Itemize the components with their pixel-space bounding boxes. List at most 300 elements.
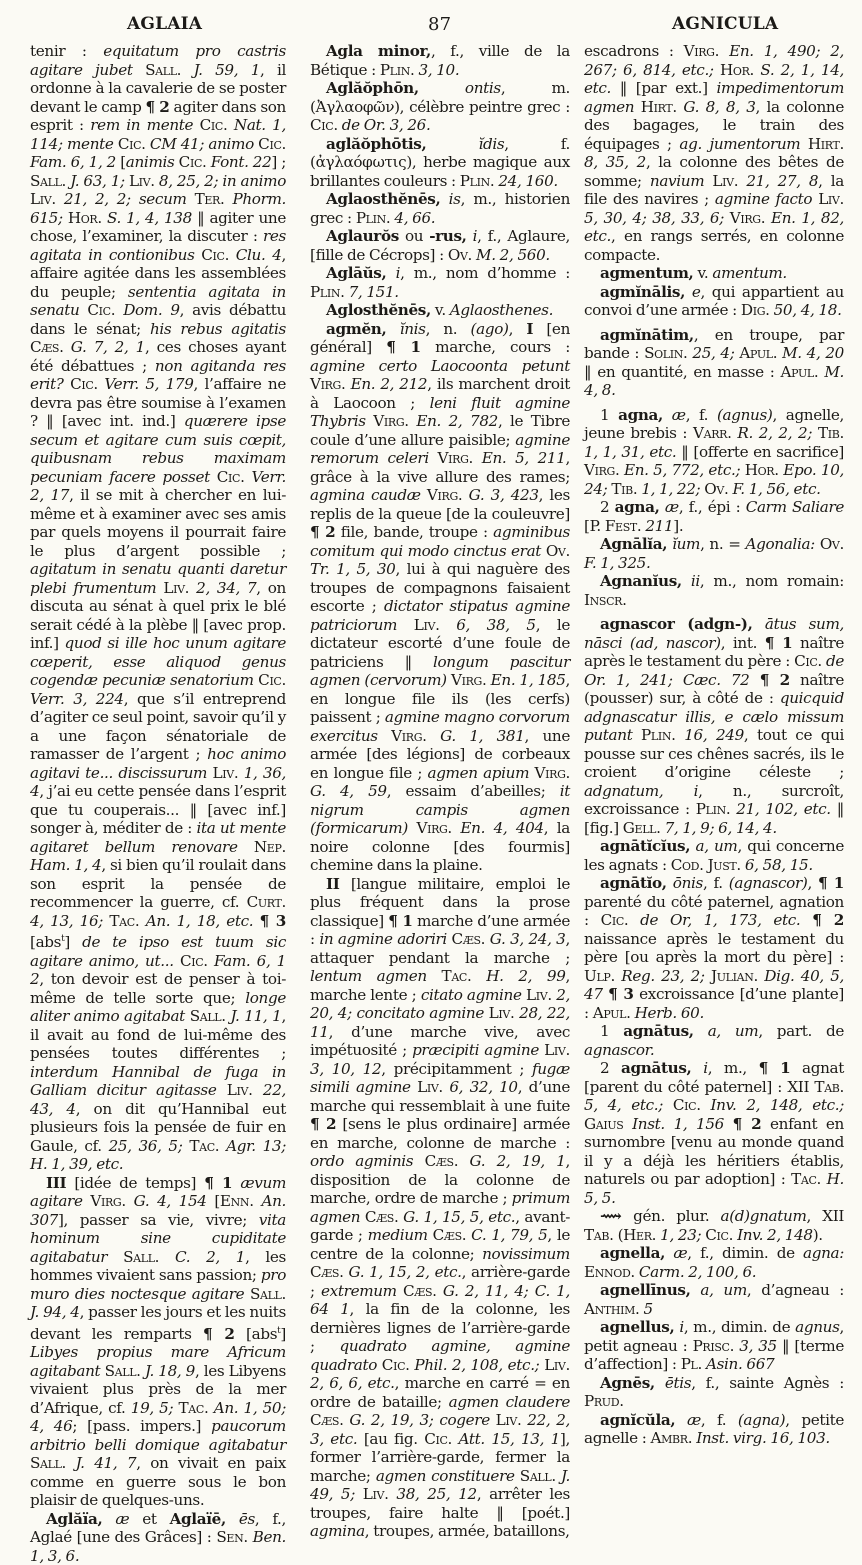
author-abbrev: Sall.	[514, 1466, 561, 1485]
latin-citation: a, um	[700, 1281, 747, 1299]
definition-text: , petite agnelle :	[584, 1410, 844, 1447]
author-abbrev: Liv.	[124, 171, 159, 190]
latin-citation: quicquid adgnascatur illis, e cælo missum putant	[584, 689, 844, 744]
latin-citation: Fam. 6, 1, 2	[30, 153, 116, 171]
headword-or-section: ¶ 2	[812, 911, 844, 929]
definition-text	[691, 1281, 701, 1299]
latin-citation: CM 41; animo	[149, 134, 254, 153]
latin-citation: G. 3, 423	[468, 486, 539, 504]
definition-text: 2	[600, 498, 615, 516]
latin-citation: it nigrum campis agmen (formicarum)	[310, 782, 571, 837]
definition-text: excroissance [d’une plante] :	[584, 985, 844, 1022]
author-abbrev: Nep.	[237, 837, 286, 856]
headword-or-section: Aglăïa,	[46, 1509, 103, 1528]
definition-text: ou	[398, 227, 430, 245]
latin-citation: citato agmine	[420, 985, 522, 1004]
latin-citation: agmine facto	[714, 190, 813, 208]
definition-text: ‖ [offerte en sacrifice]	[676, 442, 844, 461]
latin-citation: æ	[673, 1244, 688, 1262]
definition-text: ] ;	[271, 153, 286, 171]
latin-citation: 25, 4;	[692, 344, 735, 362]
definition-text: , l’affaire ne devra pas être soumise à l’examen ? ‖ [avec int. ind.]	[30, 375, 286, 430]
definition-text: , lui à qui naguère des troupes de compagnons faisaient escorte ;	[310, 560, 570, 615]
headword-or-section: ¶ 2	[732, 1114, 762, 1133]
latin-citation: ontis	[464, 79, 501, 97]
headword-or-section: ¶ 1	[758, 1059, 791, 1077]
author-abbrev: Virg.	[724, 208, 771, 227]
latin-citation: de te ipso est tuum sic agitare animo, ut...	[30, 933, 286, 970]
author-abbrev: Anthim.	[584, 1299, 644, 1318]
definition-text: [idée de temps]	[66, 1173, 205, 1192]
definition-text: (	[617, 1225, 624, 1244]
latin-citation: Dom. 9	[123, 301, 180, 319]
latin-citation: ātus sum, nāsci (ad, nascor)	[584, 615, 844, 652]
dictionary-entry	[310, 264, 570, 301]
latin-citation: G. 1, 15, 5, etc.	[403, 1207, 516, 1226]
dictionary-entry	[310, 875, 570, 1541]
definition-text: [langue militaire, emploi le plus fréquent dans la prose classique]	[310, 874, 570, 930]
latin-citation: i	[472, 227, 478, 245]
latin-citation: An. 1, 50; 4, 46	[30, 1398, 286, 1436]
author-abbrev: Ter.	[186, 190, 233, 208]
definition-text: , f.	[685, 405, 717, 424]
author-abbrev: Plin.	[695, 800, 737, 818]
latin-citation: 7, 151.	[348, 282, 399, 301]
author-abbrev: Cic.	[253, 671, 286, 689]
latin-citation: i	[395, 264, 401, 282]
definition-text: , ces choses ayant été débattues ;	[30, 338, 286, 375]
definition-text: [en général]	[310, 319, 571, 356]
column-middle	[310, 42, 570, 1541]
definition-text: marche d’une armée :	[310, 911, 570, 948]
definition-text: , m., dimin. de	[683, 1318, 796, 1336]
latin-citation: J. 49, 5;	[310, 1466, 570, 1503]
definition-text	[724, 1115, 733, 1133]
latin-citation: ĭum	[672, 535, 701, 553]
latin-citation: (agnascor)	[728, 874, 808, 892]
latin-citation: navium	[649, 171, 705, 190]
author-abbrev: Sen.	[216, 1528, 253, 1547]
latin-citation: 16, 249	[684, 726, 744, 744]
author-abbrev: Sall.	[184, 1007, 231, 1026]
author-abbrev: Liv.	[539, 1355, 570, 1374]
latin-citation: extremum	[321, 1281, 397, 1300]
definition-text: , en rangs serrés, en colonne compacte.	[584, 227, 844, 264]
latin-citation: fugæ simili agmine	[310, 1059, 570, 1096]
author-abbrev: Virg.	[420, 486, 469, 504]
latin-citation: Nat. 1, 114; mente	[30, 116, 286, 153]
definition-text: , tout ce qui pousse sur ces chênes sacrés, ils le croient d’origine céleste ;	[584, 726, 845, 781]
latin-citation: 1, 1, 22;	[641, 479, 701, 498]
latin-citation: 24, 160.	[498, 171, 558, 190]
latin-citation: En. 5, 772, etc.;	[624, 461, 741, 479]
definition-text	[386, 264, 395, 282]
latin-citation: J. 18, 9	[144, 1361, 195, 1380]
latin-citation: res agitata in contionibus	[30, 227, 286, 264]
definition-text: ], passer sa vie, vivre;	[57, 1210, 259, 1229]
author-abbrev: Liv.	[489, 1411, 528, 1429]
author-abbrev: Cic.	[63, 375, 105, 393]
definition-text: , grâce à la vive allure des rames;	[310, 449, 570, 486]
latin-citation: 38, 25, 12	[396, 1485, 477, 1503]
author-abbrev: Cæs.	[310, 1263, 349, 1281]
latin-citation: agmine remorum celeri	[310, 430, 570, 467]
dictionary-entry	[584, 283, 844, 320]
definition-text: , la colonne des bagages, le train des équipages ;	[584, 97, 844, 153]
headword-or-section: agnĭcŭla,	[600, 1410, 676, 1429]
latin-citation: Libyes propius mare Africum agitabant	[30, 1343, 286, 1380]
definition-text: , la fin de la colonne, les dernières lignes de l’arrière-garde ;	[310, 1300, 570, 1355]
definition-text: marche, cours :	[420, 338, 570, 356]
author-abbrev: Gell.	[622, 818, 665, 837]
definition-text: , il se mit à chercher en lui-même et à examiner avec ses amis par quels moyens il pourrait faire le plus d’argent possible ;	[30, 486, 286, 560]
definition-text: , arrière-garde ;	[310, 1263, 570, 1300]
author-abbrev: Prisc.	[692, 1336, 740, 1355]
definition-text: agnat [parent du côté paternel] :	[584, 1059, 845, 1096]
latin-citation: Carm Saliare	[745, 498, 845, 516]
author-abbrev: Sall.	[244, 1284, 286, 1303]
author-abbrev: Liv.	[30, 190, 64, 208]
author-abbrev: Cæs.	[427, 1226, 472, 1244]
definition-text: , que s’il entreprend d’agiter ce seul point, savoir qu’il y a une façon sénatoriale de ramasser de l’argent ;	[30, 689, 286, 763]
latin-citation: M. 2, 560.	[476, 245, 550, 264]
latin-citation: quadrato agmine, agmine quadrato	[310, 1337, 570, 1374]
latin-citation: ētis	[664, 1373, 692, 1392]
latin-citation: F. 1, 325.	[584, 553, 651, 572]
latin-citation: 5	[643, 1299, 653, 1318]
latin-citation: En. 1, 490; 2, 267; 6, 814, etc.;	[584, 42, 844, 79]
headword-or-section: agnātus,	[623, 1022, 694, 1040]
latin-citation: M. 4, 20	[782, 344, 844, 362]
headword-or-section: -rus,	[429, 227, 467, 245]
latin-citation: Clu. 4	[235, 245, 282, 264]
headword-or-section: ¶ 2	[759, 670, 790, 689]
latin-citation: longe aliter animo agitabat	[30, 988, 286, 1026]
definition-text	[386, 320, 399, 338]
definition-text: 1	[600, 1022, 624, 1040]
definition-text: ‖ [fig.]	[584, 800, 844, 837]
latin-citation: Inst. 1, 156	[632, 1114, 724, 1133]
latin-citation: C. 2, 1	[175, 1247, 246, 1266]
latin-citation: Aglaosthenes.	[449, 301, 554, 319]
definition-text: enfant en surnombre [venu au monde quand il y a déjà les héritiers établis, naturels ou par adoption] :	[584, 1114, 844, 1188]
latin-citation: a, um	[707, 1022, 759, 1040]
author-abbrev: Apul.	[734, 344, 783, 362]
author-abbrev: Hirt.	[634, 97, 684, 116]
latin-citation: amentum.	[712, 264, 787, 282]
definition-text: , arrêter les troupes, faire halte ‖ [poét.]	[310, 1485, 570, 1522]
author-abbrev: Apul.	[592, 1003, 635, 1022]
author-abbrev: Virg.	[446, 671, 491, 689]
headword-or-section: ¶ 2	[145, 97, 170, 116]
definition-text: , n. =	[700, 535, 746, 553]
latin-citation: Phorm. 615;	[30, 190, 287, 227]
author-abbrev: Hor.	[62, 208, 107, 227]
definition-text: , f., Aglaure, [fille de Cécrops] :	[310, 227, 570, 264]
latin-citation: H. 2, 99	[486, 967, 566, 985]
definition-text: ]	[64, 933, 83, 952]
headword-or-section: Aglaïē,	[169, 1509, 226, 1528]
latin-citation: J. 63, 1;	[70, 171, 125, 190]
latin-citation: 1, 1, 31, etc.	[584, 442, 677, 461]
dictionary-entry	[310, 135, 570, 191]
latin-citation: equitatum pro castris agitare jubet	[30, 42, 286, 79]
definition-text: , f., Aglaé [une des Grâces] :	[30, 1509, 287, 1547]
latin-citation: (agnus)	[716, 405, 773, 424]
definition-text: , m. (Ἀγλαοφῶν), célèbre peintre grec :	[310, 79, 570, 116]
author-abbrev: Cic.	[194, 245, 236, 264]
latin-citation: de Or. 1, 241; Cæc. 72	[584, 652, 844, 689]
author-abbrev: Ambr.	[650, 1429, 697, 1447]
headword-or-section: agnascor (adgn-),	[600, 615, 753, 633]
latin-citation: ōnis	[672, 874, 703, 892]
definition-text: et	[129, 1509, 170, 1528]
definition-text: , agnelle, jeune brebis :	[584, 405, 845, 442]
latin-citation: (ago)	[470, 319, 509, 338]
author-abbrev: Plin.	[459, 171, 499, 190]
dictionary-entry	[584, 1059, 844, 1207]
definition-text	[655, 1374, 665, 1392]
definition-text: , qui concerne les agnats :	[584, 837, 844, 874]
dictionary-entry	[310, 301, 570, 320]
author-abbrev: Prud.	[584, 1392, 624, 1410]
latin-citation: in agmine adoriri	[319, 930, 447, 948]
headword-or-section: ¶ 1	[386, 338, 421, 356]
latin-citation: æ	[115, 1509, 130, 1528]
definition-text: ‖ [terme d’affection] :	[584, 1336, 844, 1373]
latin-citation: 5, 30, 4; 38, 33, 6;	[584, 208, 724, 227]
definition-text: gén. plur.	[633, 1207, 721, 1225]
definition-text: , n.	[425, 319, 471, 338]
latin-citation: 5, 4, etc.;	[584, 1096, 664, 1114]
latin-citation: An. 307	[30, 1192, 286, 1229]
latin-citation: 22, 43, 4	[30, 1081, 286, 1118]
dictionary-entry	[584, 1374, 844, 1411]
author-abbrev: Hor.	[713, 60, 761, 79]
author-abbrev: Ov.	[700, 479, 733, 498]
latin-citation: agmine magno corvorum exercitus	[310, 708, 570, 745]
dictionary-entry	[584, 1411, 844, 1448]
author-abbrev: Cic.	[794, 652, 826, 670]
definition-text: , attaquer pendant la marche ;	[310, 930, 570, 967]
latin-citation: En. 1, 82, etc.	[584, 208, 845, 245]
author-abbrev: Liv.	[354, 1485, 397, 1503]
latin-citation: Ham. 1, 4	[30, 856, 102, 874]
author-abbrev: Ulp.	[584, 966, 622, 985]
definition-text: agiter dans son esprit :	[30, 97, 286, 134]
author-abbrev: Gaius	[584, 1114, 633, 1133]
superscript: t	[61, 934, 65, 944]
definition-text: naître après le testament du père :	[584, 633, 845, 670]
latin-citation: agmine certo Laocoonta petunt	[310, 356, 570, 375]
latin-citation: 7, 1, 9; 6, 14, 4.	[664, 818, 777, 837]
headword-or-section: ¶ 2	[310, 523, 336, 541]
author-abbrev: Cic.	[253, 134, 286, 153]
latin-citation: 4, 13, 16;	[30, 911, 104, 930]
dictionary-entry	[584, 837, 844, 874]
latin-citation: de Or, 1, 173, etc.	[640, 911, 801, 929]
definition-text: , ton devoir est de penser à toi-même de telle sorte que;	[30, 970, 286, 1007]
latin-citation: Font. 22	[210, 153, 272, 171]
author-abbrev: Cic.	[79, 301, 124, 319]
author-abbrev: Sall.	[107, 1247, 175, 1266]
latin-citation: Ben. 1, 3, 6.	[30, 1528, 286, 1565]
definition-text	[663, 406, 672, 424]
latin-citation: 25, 36, 5;	[108, 1136, 183, 1155]
latin-citation: J. 94, 4	[30, 1303, 80, 1322]
author-abbrev: Liv.	[207, 763, 244, 782]
definition-text	[426, 135, 478, 153]
author-abbrev: Plin.	[632, 726, 685, 744]
latin-citation: non agitanda res erit?	[30, 356, 286, 393]
author-abbrev: Virg.	[428, 449, 482, 467]
headword-or-section: ¶ 1	[388, 911, 413, 930]
definition-text: [P.	[584, 516, 605, 535]
dictionary-entry	[310, 320, 570, 875]
headword-or-section: ¶ 1	[204, 1173, 233, 1192]
column-right	[584, 42, 844, 1448]
latin-citation: Phil. 2, 108, etc.;	[414, 1355, 540, 1374]
latin-citation: 2, 34, 7	[196, 578, 257, 597]
headword-or-section: Agnēs,	[600, 1373, 655, 1392]
definition-text: tenir :	[30, 42, 104, 60]
definition-text: ‖ agiter une chose, l’examiner, la discuter :	[30, 208, 286, 245]
headword-or-section: Agnālĭa,	[600, 535, 668, 553]
latin-citation: agnus	[795, 1318, 840, 1336]
latin-citation: æ	[671, 405, 686, 424]
latin-citation: adgnatum, i	[584, 781, 699, 800]
author-abbrev: Apul.	[780, 362, 825, 381]
author-abbrev: Liv.	[812, 190, 845, 208]
latin-citation: G. 2, 19, 3; cogere	[349, 1411, 490, 1429]
latin-citation: Epo. 10, 24;	[584, 461, 844, 498]
author-abbrev: Liv.	[410, 1078, 450, 1096]
author-abbrev: Cic.	[193, 116, 234, 134]
definition-text: 1	[600, 405, 619, 424]
definition-text: [au fig.	[357, 1429, 425, 1448]
author-abbrev: Cic.	[209, 467, 252, 486]
definition-text	[800, 911, 812, 929]
definition-text: , passer les jours et les nuits devant les remparts	[30, 1303, 286, 1343]
dictionary-entry	[584, 498, 844, 535]
superscript: t	[277, 1325, 281, 1336]
headword-or-section: ¶ 1	[764, 633, 793, 652]
author-abbrev: Tac.	[103, 911, 146, 930]
latin-citation: En. 4, 404	[460, 819, 544, 837]
author-abbrev: Varr.	[693, 424, 738, 442]
headword-or-section: agmentum,	[600, 264, 694, 282]
latin-citation: dictator stipatus agmine patriciorum	[310, 597, 570, 634]
author-abbrev: Liv.	[704, 171, 747, 190]
author-abbrev: Tac.	[426, 967, 487, 985]
definition-text: , on discuta au sénat à quel prix le blé serait cédé à la plèbe ‖ [avec prop. inf.]	[30, 578, 286, 652]
entry-continuation	[30, 42, 286, 1174]
latin-citation: Att. 15, 13, 1	[458, 1429, 560, 1448]
definition-text	[419, 79, 465, 97]
left-guide-word: AGLAIA	[127, 14, 203, 34]
author-abbrev: Virg.	[683, 42, 730, 60]
definition-text: , marche lente ;	[310, 967, 571, 1004]
author-abbrev: Inscr.	[584, 590, 627, 609]
author-abbrev: Tac.	[791, 1170, 827, 1188]
author-abbrev: Cic.	[310, 116, 342, 134]
author-abbrev: Virg.	[82, 1192, 134, 1211]
dictionary-entry	[310, 42, 570, 79]
definition-text: , disposition de la colonne de marche, ordre de marche ;	[310, 1152, 570, 1207]
author-abbrev: Plin.	[379, 60, 419, 79]
definition-text: , f., sainte Agnès :	[691, 1373, 844, 1392]
latin-citation: G. 3, 24, 3	[489, 930, 566, 948]
latin-citation: 28, 22, 11	[310, 1004, 571, 1041]
latin-citation: ii	[690, 572, 700, 590]
definition-text: 2	[600, 1059, 622, 1077]
definition-text	[226, 1510, 239, 1528]
page-number: 87	[428, 14, 452, 35]
definition-text: escadrons :	[584, 42, 684, 60]
latin-citation: Verr. 3, 224	[30, 689, 124, 708]
dictionary-entry	[30, 1174, 286, 1510]
latin-citation: R. 2, 2, 2;	[737, 424, 813, 442]
latin-citation: ævum agitare	[30, 1173, 286, 1211]
latin-citation: 1, 23;	[660, 1225, 702, 1244]
author-abbrev: Sall.	[30, 1454, 76, 1473]
latin-citation: 2, 20, 4; concitato agmine	[310, 985, 571, 1022]
latin-citation: agmen claudere	[448, 1392, 570, 1411]
latin-citation: En. 1, 185	[490, 671, 566, 689]
author-abbrev: Virg.	[365, 412, 417, 430]
dictionary-entry	[584, 535, 844, 572]
latin-citation: 3, 35	[739, 1336, 777, 1355]
dictionary-entry	[584, 1244, 844, 1281]
dictionary-entry	[584, 874, 844, 1022]
definition-text	[685, 283, 692, 301]
latin-citation: Herb. 60.	[634, 1003, 704, 1022]
headword-or-section: agmĭnālis,	[600, 282, 686, 301]
definition-text: , d’une marche qui ressemblait à une fuite	[310, 1078, 570, 1115]
latin-citation: agmina caudæ	[310, 486, 421, 504]
latin-citation: i	[703, 1059, 708, 1077]
latin-citation: ēs	[238, 1509, 255, 1528]
headword-or-section: Aglāŭs,	[326, 264, 387, 282]
definition-text	[102, 1510, 115, 1528]
headword-or-section: ¶ 2	[310, 1115, 337, 1133]
latin-citation: ĭdis	[478, 134, 505, 153]
right-guide-word: AGNICULA	[672, 14, 779, 34]
definition-text: [sens le plus ordinaire] armée en marche, colonne de marche :	[310, 1115, 570, 1152]
definition-text: , m., historien grec :	[310, 190, 571, 227]
latin-citation: 3, 10.	[418, 60, 460, 79]
definition-text: , d’agneau :	[746, 1281, 844, 1299]
latin-citation: 21, 102, etc.	[736, 800, 831, 818]
definition-text: ‖ en quantité, en masse :	[584, 362, 781, 381]
author-abbrev: Tib.	[812, 424, 844, 442]
latin-citation: his rebus agitatis	[149, 319, 286, 338]
author-abbrev: Ov.	[447, 245, 477, 264]
definition-text: , j’ai eu cette pensée dans l’esprit que tu couperais... ‖ [avec inf.] songer à, méditer de :	[30, 782, 286, 837]
author-abbrev: Cic.	[424, 1429, 459, 1448]
definition-text: [abs	[234, 1324, 278, 1343]
definition-text: ,	[807, 874, 818, 892]
author-abbrev: Cod. Just.	[670, 855, 745, 874]
latin-citation: S. 1, 4, 138	[106, 208, 192, 227]
definition-text	[675, 1411, 687, 1429]
definition-text	[694, 1022, 708, 1040]
latin-citation: ordo agminis	[310, 1152, 414, 1170]
headword-or-section: agnella,	[600, 1244, 666, 1262]
headword-or-section: III	[46, 1173, 67, 1192]
definition-text: ; [pass. impers.]	[72, 1417, 212, 1436]
definition-text: , m.,	[707, 1059, 759, 1077]
